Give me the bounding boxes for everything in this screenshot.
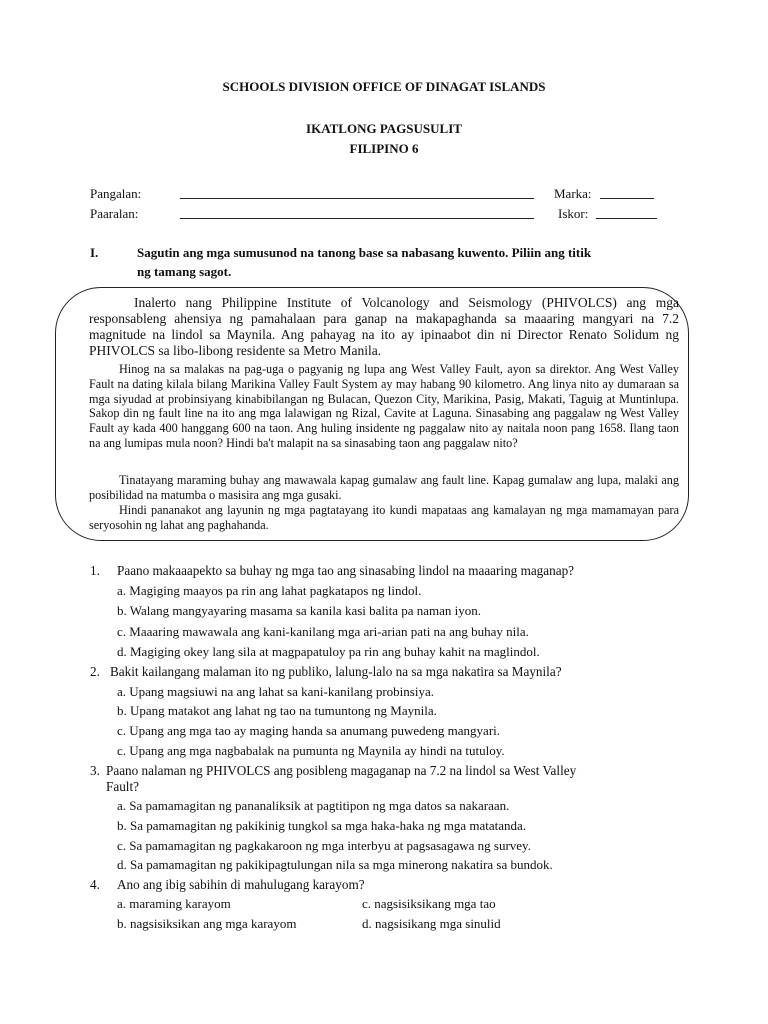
paaralan-label: Paaralan: bbox=[90, 206, 139, 221]
pangalan-label: Pangalan: bbox=[90, 186, 142, 201]
question-3-text-line2: Fault? bbox=[106, 779, 139, 794]
pangalan-field[interactable] bbox=[180, 198, 534, 199]
story-paragraph-3: Tinatayang maraming buhay ang mawawala kapag gumalaw ang fault line. Kapag gumalaw ang lupa, malaki ang posibilidad na matumba o masisira ang mga gusaki. bbox=[89, 473, 679, 502]
story-paragraph-2: Hinog na sa malakas na pag-uga o pagyanig ng lupa ang West Valley Fault, ayon sa direktor. Ang West Valley Fault na dating kilala bilang Marikina Valley Fault System ay may habang 90 kilometro. Ang linya nito ay dumaraan sa mga siyudad at probinsiyang kinabibilangan ng Bulacan, Quezon City, Marikina, Pasig, Makati, Taguig at Muntinlupa. Sakop din ng fault line na ito ang mga lalawigan ng Rizal, Cavite at Laguna. Sinasabing ang paggalaw ng West Valley Fault ay kada 400 hanggang 600 na taon. Ang huling insidente ng paggalaw nito ay naitala noon pang 1658. Ilang taon na ang lumipas mula noon? Hindi ba't malapit na sa sinasabing taon ang paggalaw nito? bbox=[89, 362, 679, 450]
section-instruction-line1: Sagutin ang mga sumusunod na tanong base sa nabasang kuwento. Piliin ang titik bbox=[137, 245, 592, 260]
subject-title: FILIPINO 6 bbox=[349, 141, 419, 156]
question-4-text: Ano ang ibig sabihin di mahulugang karayom? bbox=[117, 877, 365, 892]
paaralan-field[interactable] bbox=[180, 218, 534, 219]
iskor-label: Iskor: bbox=[558, 206, 589, 221]
question-4-choice-b[interactable]: b. nagsisiksikan ang mga karayom bbox=[117, 916, 297, 931]
question-2-choice-b[interactable]: b. Upang matakot ang lahat ng tao na tumuntong ng Maynila. bbox=[117, 703, 437, 718]
question-3-choice-d[interactable]: d. Sa pamamagitan ng pakikipagtulungan nila sa mga minerong nakatira sa bundok. bbox=[117, 857, 553, 872]
question-3-number: 3. bbox=[90, 763, 100, 778]
question-1-choice-b[interactable]: b. Walang mangyayaring masama sa kanila kasi balita pa naman iyon. bbox=[117, 603, 482, 618]
question-3-choice-b[interactable]: b. Sa pamamagitan ng pakikinig tungkol sa mga haka-haka ng mga matatanda. bbox=[117, 818, 527, 833]
question-1-choice-a[interactable]: a. Magiging maayos pa rin ang lahat pagkatapos ng lindol. bbox=[117, 583, 422, 598]
question-4-number: 4. bbox=[90, 877, 100, 892]
question-2-choice-c[interactable]: c. Upang ang mga tao ay maging handa sa anumang puwedeng mangyari. bbox=[117, 723, 501, 738]
story-paragraph-4: Hindi pananakot ang layunin ng mga pagtatayang ito kundi mapataas ang kamalayan ng mga mamamayan para seryosohin ng lahat ang paghahanda. bbox=[89, 503, 679, 532]
question-1-choice-c[interactable]: c. Maaaring mawawala ang kani-kanilang mga ari-arian pati na ang buhay nila. bbox=[117, 624, 529, 639]
office-title: SCHOOLS DIVISION OFFICE OF DINAGAT ISLANDS bbox=[222, 79, 546, 94]
question-4-choice-c[interactable]: c. nagsisiksikang mga tao bbox=[362, 896, 496, 911]
question-2-number: 2. bbox=[90, 664, 100, 679]
section-instruction-line2: ng tamang sagot. bbox=[137, 264, 232, 279]
question-1-number: 1. bbox=[90, 563, 100, 578]
question-2-text: Bakit kailangang malaman ito ng publiko, lalung-lalo na sa mga nakatira sa Maynila? bbox=[110, 664, 562, 679]
question-4-choice-d[interactable]: d. nagsisikang mga sinulid bbox=[362, 916, 501, 931]
marka-field[interactable] bbox=[600, 198, 654, 199]
question-2-choice-d[interactable]: c. Upang ang mga nagbabalak na pumunta ng Maynila ay hindi na tutuloy. bbox=[117, 743, 505, 758]
exam-title: IKATLONG PAGSUSULIT bbox=[306, 121, 462, 136]
question-3-choice-a[interactable]: a. Sa pamamagitan ng pananaliksik at pagtitipon ng mga datos sa nakaraan. bbox=[117, 798, 510, 813]
iskor-field[interactable] bbox=[596, 218, 657, 219]
question-3-choice-c[interactable]: c. Sa pamamagitan ng pagkakaroon ng mga interbyu at pagsasagawa ng survey. bbox=[117, 838, 531, 853]
question-3-text-line1: Paano nalaman ng PHIVOLCS ang posibleng magaganap na 7.2 na lindol sa West Valley bbox=[106, 763, 577, 778]
story-paragraph-1: Inalerto nang Philippine Institute of Volcanology and Seismology (PHIVOLCS) ang mga responsableng ahensiya ng pamahalaan para ganap na makapaghanda sa maaaring mangyari na 7.2 magnitude na lindol sa Maynila. Ang pahayag na ito ay ipinaabot din ni Director Renato Solidum ng PHIVOLCS sa libo-libong residente sa Metro Manila. bbox=[89, 295, 679, 358]
question-4-choice-a[interactable]: a. maraming karayom bbox=[117, 896, 231, 911]
question-2-choice-a[interactable]: a. Upang magsiuwi na ang lahat sa kani-kanilang probinsiya. bbox=[117, 684, 434, 699]
marka-label: Marka: bbox=[554, 186, 592, 201]
section-numeral: I. bbox=[90, 245, 99, 260]
question-1-text: Paano makaaapekto sa buhay ng mga tao ang sinasabing lindol na maaaring maganap? bbox=[117, 563, 575, 578]
question-1-choice-d[interactable]: d. Magiging okey lang sila at magpapatuloy pa rin ang buhay kahit na maglindol. bbox=[117, 644, 540, 659]
